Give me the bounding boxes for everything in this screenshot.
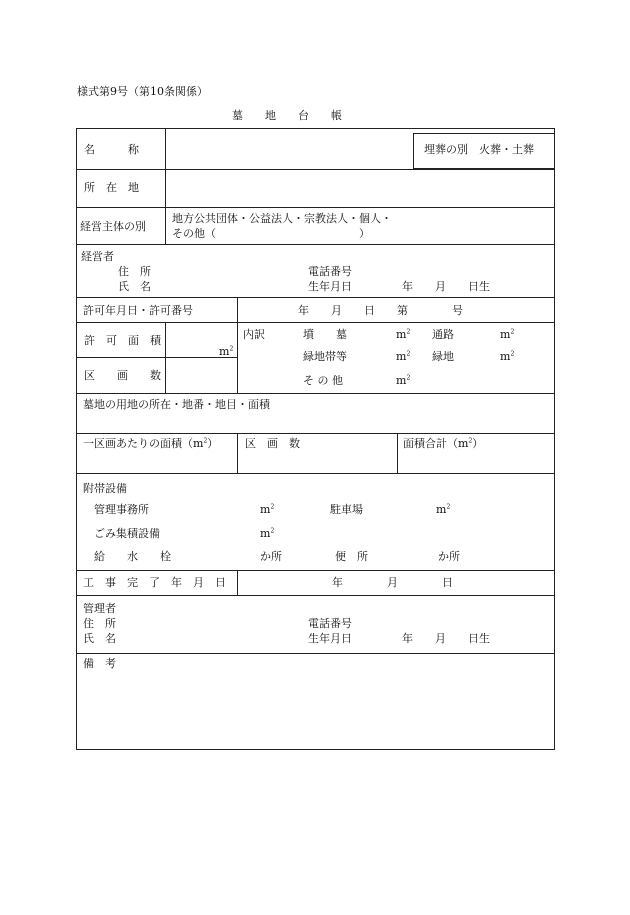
unit-sup: 2	[510, 328, 515, 336]
operator-type-options: 地方公共団体・公益法人・宗教法人・個人・	[172, 212, 392, 225]
unit-m: m	[436, 503, 447, 516]
office-unit	[260, 503, 274, 516]
unit-sup: 2	[510, 350, 515, 358]
col-divider	[165, 169, 166, 244]
row-divider	[77, 433, 554, 434]
row-divider	[77, 653, 554, 654]
unit-m: m	[219, 345, 230, 358]
manager-dob-label: 生年月日	[308, 632, 352, 645]
operator-dob-fields: 年 月 日生	[402, 280, 490, 293]
unit-sup: 2	[203, 437, 208, 445]
completion-label: 工 事 完 了 年 月 日	[83, 576, 226, 589]
unit-m: m	[500, 328, 511, 341]
row-divider	[77, 473, 554, 474]
green-belt-label: 緑地帯等	[303, 350, 347, 363]
completion-value: 年 月 日	[332, 576, 453, 589]
row-divider	[77, 357, 237, 358]
total-area-label	[403, 437, 483, 450]
section-area-label	[83, 437, 218, 450]
water-tap-unit: か所	[260, 550, 282, 563]
row-divider	[77, 393, 554, 394]
unit-sup: 2	[270, 503, 275, 511]
unit-m: m	[260, 503, 271, 516]
location-label: 所 在 地	[84, 181, 139, 194]
col-divider	[237, 322, 238, 393]
paren-close: ）	[207, 437, 219, 450]
toilet-label: 便 所	[335, 550, 368, 563]
tombs-label: 墳 墓	[303, 328, 347, 341]
unit-sup: 2	[406, 374, 411, 382]
green-label: 緑地	[432, 350, 454, 363]
parking-label: 駐車場	[330, 503, 363, 516]
unit-sup: 2	[229, 345, 234, 353]
garbage-label: ごみ集積設備	[94, 527, 160, 540]
page-title: 墓 地 台 帳	[232, 109, 342, 122]
row-divider	[77, 595, 554, 596]
unit-sup: 2	[406, 328, 411, 336]
operator-label: 経営者	[81, 250, 114, 263]
manager-address-label: 住 所	[83, 617, 116, 630]
passage-label: 通路	[432, 328, 454, 341]
col-divider	[165, 322, 166, 393]
permit-value: 年 月 日 第 号	[298, 304, 463, 317]
unit-sup: 2	[406, 350, 411, 358]
other-label: そ の 他	[303, 374, 343, 387]
manager-phone-label: 電話番号	[308, 617, 352, 630]
operator-phone-label: 電話番号	[308, 265, 352, 278]
office-label: 管理事務所	[94, 503, 149, 516]
passage-unit	[500, 328, 514, 341]
operator-address-label: 住 所	[118, 265, 151, 278]
row-divider	[77, 244, 554, 245]
col-divider	[165, 129, 166, 169]
tombs-unit	[396, 328, 410, 341]
operator-type-other: その他（ ）	[172, 227, 370, 240]
unit-sup: 2	[468, 437, 473, 445]
green-unit	[500, 350, 514, 363]
remarks-label: 備 考	[83, 657, 116, 670]
green-belt-unit	[396, 350, 410, 363]
permit-area-label: 許 可 面 積	[84, 334, 161, 347]
other-unit	[396, 374, 410, 387]
unit-sup: 2	[446, 503, 451, 511]
row-divider	[77, 297, 554, 298]
water-tap-label: 給 水 栓	[94, 550, 171, 563]
sections-label: 区 画 数	[84, 369, 161, 382]
operator-dob-label: 生年月日	[308, 280, 352, 293]
garbage-unit	[260, 527, 274, 540]
manager-name-label: 氏 名	[83, 632, 116, 645]
row-divider	[77, 207, 554, 208]
form-number: 様式第9号（第10条関係）	[77, 85, 208, 98]
col-divider	[237, 570, 238, 595]
permit-area-unit	[219, 345, 233, 358]
row-divider	[77, 570, 554, 571]
row-divider	[77, 169, 554, 170]
permit-label: 許可年月日・許可番号	[83, 304, 193, 317]
section-count-label: 区 画 数	[245, 437, 300, 450]
operator-name-label: 氏 名	[118, 280, 151, 293]
paren-close: ）	[472, 437, 484, 450]
unit-m: m	[396, 374, 407, 387]
section-area-text: 一区画あたりの面積（m	[83, 437, 204, 450]
row-divider	[77, 322, 554, 323]
unit-sup: 2	[270, 527, 275, 535]
manager-label: 管理者	[83, 602, 116, 615]
facilities-label: 附帯設備	[83, 482, 127, 495]
unit-m: m	[500, 350, 511, 363]
unit-m: m	[396, 328, 407, 341]
breakdown-label: 内訳	[243, 328, 265, 341]
col-divider	[237, 297, 238, 322]
site-label: 墓地の用地の所在・地番・地目・面積	[83, 398, 270, 411]
unit-m: m	[396, 350, 407, 363]
manager-dob-fields: 年 月 日生	[402, 632, 490, 645]
name-label: 名 称	[84, 143, 139, 156]
operator-type-label: 経営主体の別	[80, 220, 146, 233]
col-divider	[397, 433, 398, 473]
total-area-text: 面積合計（m	[403, 437, 469, 450]
burial-type-text: 埋葬の別 火葬・土葬	[424, 143, 534, 156]
unit-m: m	[260, 527, 271, 540]
col-divider	[237, 433, 238, 473]
parking-unit	[436, 503, 450, 516]
toilet-unit: か所	[438, 550, 460, 563]
